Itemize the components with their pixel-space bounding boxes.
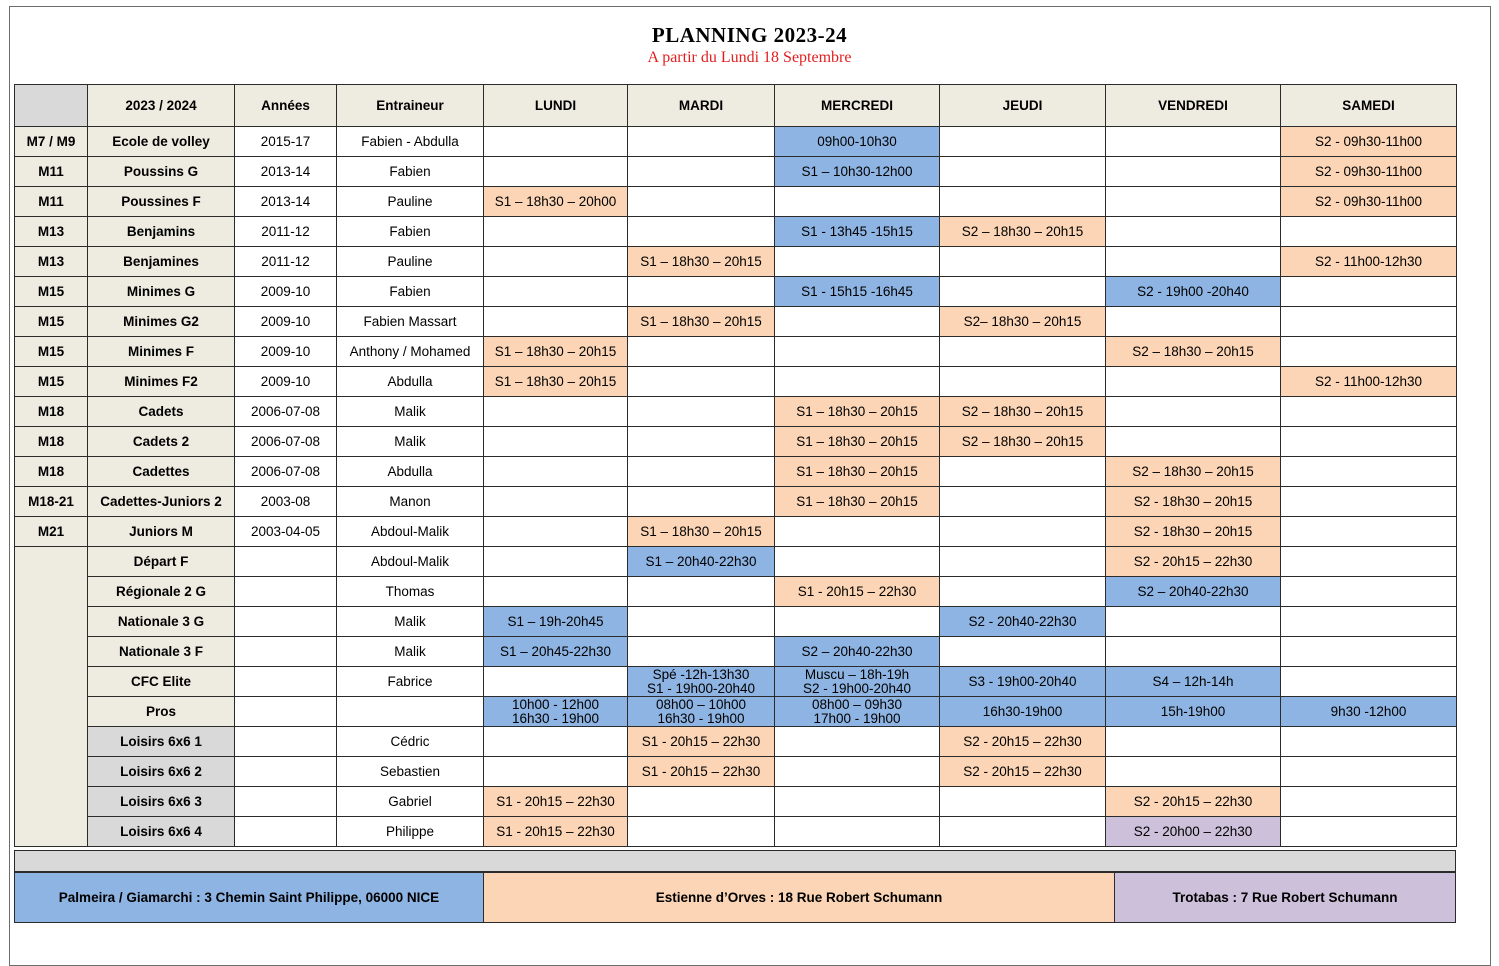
slot-wednesday: S1 – 10h30-12h00 xyxy=(775,157,940,187)
slot-monday xyxy=(484,667,628,697)
team-cell: Loisirs 6x6 1 xyxy=(88,727,235,757)
slot-friday: S2 – 20h40-22h30 xyxy=(1106,577,1281,607)
years-cell: 2009-10 xyxy=(235,367,337,397)
slot-wednesday xyxy=(775,757,940,787)
coach-cell: Sebastien xyxy=(337,757,484,787)
team-cell: Nationale 3 F xyxy=(88,637,235,667)
slot-tuesday xyxy=(628,457,775,487)
table-row xyxy=(15,277,1457,307)
slot-friday: S2 - 19h00 -20h40 xyxy=(1106,277,1281,307)
slot-monday xyxy=(484,217,628,247)
slot-monday xyxy=(484,457,628,487)
slot-tuesday xyxy=(628,157,775,187)
slot-line-2: 16h30 - 19h00 xyxy=(511,710,600,726)
slot-wednesday xyxy=(775,367,940,397)
slot-friday xyxy=(1106,217,1281,247)
slot-monday xyxy=(484,727,628,757)
venue-trotabas: Trotabas : 7 Rue Robert Schumann xyxy=(1115,872,1456,923)
slot-friday xyxy=(1106,187,1281,217)
slot-friday: S2 - 18h30 – 20h15 xyxy=(1106,487,1281,517)
slot-saturday xyxy=(1281,397,1457,427)
slot-saturday xyxy=(1281,667,1457,697)
slot-thursday: S2 - 20h15 – 22h30 xyxy=(940,757,1106,787)
slot-friday xyxy=(1106,157,1281,187)
slot-monday xyxy=(484,157,628,187)
slot-thursday xyxy=(940,637,1106,667)
team-cell: Minimes G2 xyxy=(88,307,235,337)
team-cell: Minimes F2 xyxy=(88,367,235,397)
table-row xyxy=(15,157,1457,187)
years-cell: 2006-07-08 xyxy=(235,457,337,487)
slot-friday: S2 - 18h30 – 20h15 xyxy=(1106,517,1281,547)
table-row xyxy=(15,307,1457,337)
slot-line-1: 08h00 – 09h30 xyxy=(811,696,903,712)
category-cell: M15 xyxy=(15,367,88,397)
slot-wednesday xyxy=(775,817,940,847)
slot-tuesday: S1 – 18h30 – 20h15 xyxy=(628,247,775,277)
slot-friday xyxy=(1106,727,1281,757)
coach-cell: Abdoul-Malik xyxy=(337,547,484,577)
table-row xyxy=(15,367,1457,397)
slot-thursday: 16h30-19h00 xyxy=(940,697,1106,727)
category-cell: M15 xyxy=(15,337,88,367)
slot-wednesday xyxy=(775,727,940,757)
slot-monday xyxy=(484,517,628,547)
slot-friday xyxy=(1106,307,1281,337)
slot-tuesday: S1 - 20h15 – 22h30 xyxy=(628,727,775,757)
slot-monday xyxy=(484,487,628,517)
slot-saturday xyxy=(1281,607,1457,637)
slot-thursday xyxy=(940,487,1106,517)
team-cell: Régionale 2 G xyxy=(88,577,235,607)
slot-wednesday xyxy=(775,607,940,637)
venue-legend xyxy=(14,872,1456,923)
years-cell xyxy=(235,727,337,757)
table-row xyxy=(15,637,1457,667)
slot-monday xyxy=(484,247,628,277)
years-cell xyxy=(235,667,337,697)
team-cell: Départ F xyxy=(88,547,235,577)
team-cell: Cadets 2 xyxy=(88,427,235,457)
slot-friday xyxy=(1106,247,1281,277)
years-cell: 2013-14 xyxy=(235,157,337,187)
slot-monday xyxy=(484,697,628,727)
slot-saturday: 9h30 -12h00 xyxy=(1281,697,1457,727)
slot-wednesday: S1 – 18h30 – 20h15 xyxy=(775,457,940,487)
slot-line-2: 16h30 - 19h00 xyxy=(657,710,745,726)
slot-tuesday xyxy=(628,217,775,247)
slot-tuesday xyxy=(628,577,775,607)
table-row xyxy=(15,817,1457,847)
table-row xyxy=(15,517,1457,547)
category-cell: M11 xyxy=(15,187,88,217)
slot-monday: S1 – 18h30 – 20h15 xyxy=(484,367,628,397)
table-row xyxy=(15,457,1457,487)
coach-cell: Fabien xyxy=(337,217,484,247)
slot-friday xyxy=(1106,127,1281,157)
team-cell: Minimes G xyxy=(88,277,235,307)
slot-thursday xyxy=(940,277,1106,307)
slot-tuesday xyxy=(628,187,775,217)
slot-tuesday xyxy=(628,667,775,697)
coach-cell: Abdulla xyxy=(337,367,484,397)
header-wednesday: MERCREDI xyxy=(775,85,940,127)
slot-thursday: S2 - 20h15 – 22h30 xyxy=(940,727,1106,757)
team-cell: Poussines F xyxy=(88,187,235,217)
schedule-body xyxy=(15,127,1457,847)
slot-friday: S2 – 18h30 – 20h15 xyxy=(1106,457,1281,487)
table-row xyxy=(15,217,1457,247)
slot-saturday: S2 - 11h00-12h30 xyxy=(1281,367,1457,397)
coach-cell: Pauline xyxy=(337,247,484,277)
years-cell xyxy=(235,787,337,817)
slot-saturday xyxy=(1281,787,1457,817)
slot-wednesday xyxy=(775,247,940,277)
slot-saturday: S2 - 09h30-11h00 xyxy=(1281,187,1457,217)
years-cell xyxy=(235,817,337,847)
slot-tuesday xyxy=(628,427,775,457)
slot-tuesday xyxy=(628,607,775,637)
category-cell: M7 / M9 xyxy=(15,127,88,157)
slot-tuesday xyxy=(628,337,775,367)
slot-wednesday xyxy=(775,517,940,547)
header-corner xyxy=(15,85,88,127)
slot-tuesday xyxy=(628,397,775,427)
slot-friday: S2 - 20h15 – 22h30 xyxy=(1106,787,1281,817)
team-cell: CFC Elite xyxy=(88,667,235,697)
table-row xyxy=(15,337,1457,367)
slot-friday xyxy=(1106,367,1281,397)
coach-cell: Malik xyxy=(337,397,484,427)
coach-cell: Fabien xyxy=(337,157,484,187)
slot-wednesday xyxy=(775,187,940,217)
coach-cell: Malik xyxy=(337,427,484,457)
slot-wednesday xyxy=(775,667,940,697)
table-row xyxy=(15,757,1457,787)
slot-wednesday: S1 - 13h45 -15h15 xyxy=(775,217,940,247)
years-cell: 2009-10 xyxy=(235,337,337,367)
years-cell: 2011-12 xyxy=(235,247,337,277)
slot-saturday xyxy=(1281,277,1457,307)
slot-friday: 15h-19h00 xyxy=(1106,697,1281,727)
header-monday: LUNDI xyxy=(484,85,628,127)
slot-wednesday: S2 – 20h40-22h30 xyxy=(775,637,940,667)
team-cell: Juniors M xyxy=(88,517,235,547)
slot-monday: S1 – 20h45-22h30 xyxy=(484,637,628,667)
header-thursday: JEUDI xyxy=(940,85,1106,127)
coach-cell: Anthony / Mohamed xyxy=(337,337,484,367)
slot-friday xyxy=(1106,427,1281,457)
category-cell-empty xyxy=(15,547,88,847)
years-cell: 2009-10 xyxy=(235,307,337,337)
venue-estienne: Estienne d’Orves : 18 Rue Robert Schumann xyxy=(484,872,1115,923)
slot-thursday: S2 – 18h30 – 20h15 xyxy=(940,397,1106,427)
slot-monday xyxy=(484,277,628,307)
slot-friday: S2 - 20h00 – 22h30 xyxy=(1106,817,1281,847)
coach-cell: Gabriel xyxy=(337,787,484,817)
coach-cell: Abdoul-Malik xyxy=(337,517,484,547)
slot-wednesday xyxy=(775,697,940,727)
header-coach: Entraineur xyxy=(337,85,484,127)
slot-saturday xyxy=(1281,217,1457,247)
slot-thursday: S2 - 20h40-22h30 xyxy=(940,607,1106,637)
table-row xyxy=(15,697,1457,727)
slot-friday: S2 – 18h30 – 20h15 xyxy=(1106,337,1281,367)
years-cell: 2006-07-08 xyxy=(235,427,337,457)
slot-thursday: S3 - 19h00-20h40 xyxy=(940,667,1106,697)
slot-tuesday xyxy=(628,487,775,517)
coach-cell: Malik xyxy=(337,637,484,667)
years-cell xyxy=(235,757,337,787)
category-cell: M11 xyxy=(15,157,88,187)
slot-tuesday xyxy=(628,367,775,397)
table-row xyxy=(15,427,1457,457)
slot-tuesday: S1 – 20h40-22h30 xyxy=(628,547,775,577)
slot-monday xyxy=(484,427,628,457)
category-cell: M15 xyxy=(15,277,88,307)
coach-cell: Fabrice xyxy=(337,667,484,697)
slot-tuesday xyxy=(628,787,775,817)
slot-saturday: S2 - 11h00-12h30 xyxy=(1281,247,1457,277)
category-cell: M18 xyxy=(15,397,88,427)
coach-cell: Pauline xyxy=(337,187,484,217)
category-cell: M18-21 xyxy=(15,487,88,517)
slot-thursday xyxy=(940,247,1106,277)
slot-line-1: 10h00 - 12h00 xyxy=(511,696,600,712)
slot-monday: S1 – 18h30 – 20h15 xyxy=(484,337,628,367)
table-row xyxy=(15,547,1457,577)
slot-wednesday xyxy=(775,547,940,577)
category-cell: M13 xyxy=(15,217,88,247)
slot-thursday xyxy=(940,157,1106,187)
slot-line-2: S2 - 19h00-20h40 xyxy=(802,680,912,696)
slot-thursday: S2– 18h30 – 20h15 xyxy=(940,307,1106,337)
slot-monday: S1 - 20h15 – 22h30 xyxy=(484,787,628,817)
table-row xyxy=(15,397,1457,427)
header-years: Années xyxy=(235,85,337,127)
slot-thursday xyxy=(940,577,1106,607)
table-row xyxy=(15,127,1457,157)
slot-wednesday: 09h00-10h30 xyxy=(775,127,940,157)
years-cell: 2009-10 xyxy=(235,277,337,307)
category-cell: M15 xyxy=(15,307,88,337)
slot-saturday xyxy=(1281,757,1457,787)
table-row xyxy=(15,577,1457,607)
team-cell: Nationale 3 G xyxy=(88,607,235,637)
team-cell: Minimes F xyxy=(88,337,235,367)
coach-cell: Malik xyxy=(337,607,484,637)
table-row xyxy=(15,607,1457,637)
team-cell: Loisirs 6x6 3 xyxy=(88,787,235,817)
slot-tuesday xyxy=(628,637,775,667)
slot-monday: S1 - 20h15 – 22h30 xyxy=(484,817,628,847)
coach-cell: Fabien - Abdulla xyxy=(337,127,484,157)
coach-cell xyxy=(337,697,484,727)
team-cell: Cadets xyxy=(88,397,235,427)
slot-saturday xyxy=(1281,427,1457,457)
category-cell: M13 xyxy=(15,247,88,277)
slot-wednesday: S1 – 18h30 – 20h15 xyxy=(775,487,940,517)
slot-saturday xyxy=(1281,817,1457,847)
slot-thursday xyxy=(940,517,1106,547)
team-cell: Cadettes xyxy=(88,457,235,487)
slot-monday xyxy=(484,547,628,577)
slot-wednesday xyxy=(775,307,940,337)
slot-line-1: Spé -12h-13h30 xyxy=(652,666,750,682)
coach-cell: Abdulla xyxy=(337,457,484,487)
slot-friday xyxy=(1106,397,1281,427)
years-cell: 2015-17 xyxy=(235,127,337,157)
slot-line-1: 08h00 – 10h00 xyxy=(655,696,747,712)
slot-saturday xyxy=(1281,577,1457,607)
years-cell xyxy=(235,637,337,667)
venue-palmeira: Palmeira / Giamarchi : 3 Chemin Saint Philippe, 06000 NICE xyxy=(14,872,484,923)
slot-monday xyxy=(484,757,628,787)
slot-friday xyxy=(1106,637,1281,667)
header-saturday: SAMEDI xyxy=(1281,85,1457,127)
schedule-table xyxy=(14,84,1457,847)
slot-saturday xyxy=(1281,547,1457,577)
table-row xyxy=(15,247,1457,277)
slot-thursday xyxy=(940,367,1106,397)
slot-friday: S2 - 20h15 – 22h30 xyxy=(1106,547,1281,577)
coach-cell: Fabien Massart xyxy=(337,307,484,337)
slot-line-2: 17h00 - 19h00 xyxy=(813,710,901,726)
team-cell: Pros xyxy=(88,697,235,727)
slot-saturday: S2 - 09h30-11h00 xyxy=(1281,157,1457,187)
coach-cell: Manon xyxy=(337,487,484,517)
slot-thursday xyxy=(940,127,1106,157)
slot-thursday xyxy=(940,187,1106,217)
team-cell: Ecole de volley xyxy=(88,127,235,157)
slot-wednesday xyxy=(775,337,940,367)
slot-tuesday xyxy=(628,277,775,307)
header-tuesday: MARDI xyxy=(628,85,775,127)
slot-tuesday xyxy=(628,697,775,727)
team-cell: Loisirs 6x6 2 xyxy=(88,757,235,787)
slot-thursday: S2 – 18h30 – 20h15 xyxy=(940,427,1106,457)
slot-wednesday: S1 - 20h15 – 22h30 xyxy=(775,577,940,607)
years-cell xyxy=(235,607,337,637)
slot-saturday xyxy=(1281,337,1457,367)
years-cell xyxy=(235,547,337,577)
slot-thursday xyxy=(940,337,1106,367)
slot-saturday xyxy=(1281,487,1457,517)
slot-line-1: Muscu – 18h-19h xyxy=(804,666,910,682)
years-cell: 2011-12 xyxy=(235,217,337,247)
coach-cell: Philippe xyxy=(337,817,484,847)
category-cell: M18 xyxy=(15,427,88,457)
slot-wednesday xyxy=(775,787,940,817)
team-cell: Loisirs 6x6 4 xyxy=(88,817,235,847)
category-cell: M18 xyxy=(15,457,88,487)
title-block xyxy=(0,22,1499,68)
table-row xyxy=(15,487,1457,517)
table-row xyxy=(15,727,1457,757)
category-cell: M21 xyxy=(15,517,88,547)
slot-saturday xyxy=(1281,727,1457,757)
slot-tuesday xyxy=(628,817,775,847)
slot-saturday xyxy=(1281,517,1457,547)
slot-thursday xyxy=(940,817,1106,847)
years-cell xyxy=(235,697,337,727)
slot-tuesday: S1 – 18h30 – 20h15 xyxy=(628,307,775,337)
slot-monday xyxy=(484,577,628,607)
slot-monday xyxy=(484,307,628,337)
table-row xyxy=(15,787,1457,817)
slot-thursday xyxy=(940,457,1106,487)
years-cell: 2003-08 xyxy=(235,487,337,517)
years-cell: 2003-04-05 xyxy=(235,517,337,547)
team-cell: Poussins G xyxy=(88,157,235,187)
slot-tuesday: S1 - 20h15 – 22h30 xyxy=(628,757,775,787)
header-season: 2023 / 2024 xyxy=(88,85,235,127)
table-row xyxy=(15,667,1457,697)
page-subtitle: A partir du Lundi 18 Septembre xyxy=(647,49,852,66)
slot-saturday xyxy=(1281,307,1457,337)
slot-tuesday: S1 – 18h30 – 20h15 xyxy=(628,517,775,547)
slot-thursday xyxy=(940,547,1106,577)
coach-cell: Cédric xyxy=(337,727,484,757)
slot-line-2: S1 - 19h00-20h40 xyxy=(646,680,756,696)
slot-wednesday: S1 – 18h30 – 20h15 xyxy=(775,427,940,457)
slot-thursday: S2 – 18h30 – 20h15 xyxy=(940,217,1106,247)
team-cell: Benjamines xyxy=(88,247,235,277)
years-cell: 2013-14 xyxy=(235,187,337,217)
header-row xyxy=(15,85,1457,127)
slot-wednesday: S1 - 15h15 -16h45 xyxy=(775,277,940,307)
team-cell: Cadettes-Juniors 2 xyxy=(88,487,235,517)
slot-monday xyxy=(484,397,628,427)
slot-friday xyxy=(1106,607,1281,637)
slot-friday xyxy=(1106,757,1281,787)
coach-cell: Fabien xyxy=(337,277,484,307)
slot-wednesday: S1 – 18h30 – 20h15 xyxy=(775,397,940,427)
header-friday: VENDREDI xyxy=(1106,85,1281,127)
team-cell: Benjamins xyxy=(88,217,235,247)
slot-monday: S1 – 19h-20h45 xyxy=(484,607,628,637)
slot-friday: S4 – 12h-14h xyxy=(1106,667,1281,697)
page-title: PLANNING 2023-24 xyxy=(651,23,848,47)
slot-saturday xyxy=(1281,637,1457,667)
slot-saturday xyxy=(1281,457,1457,487)
table-row xyxy=(15,187,1457,217)
slot-tuesday xyxy=(628,127,775,157)
slot-monday xyxy=(484,127,628,157)
years-cell: 2006-07-08 xyxy=(235,397,337,427)
separator-bar xyxy=(14,850,1456,872)
slot-saturday: S2 - 09h30-11h00 xyxy=(1281,127,1457,157)
years-cell xyxy=(235,577,337,607)
slot-monday: S1 – 18h30 – 20h00 xyxy=(484,187,628,217)
slot-thursday xyxy=(940,787,1106,817)
coach-cell: Thomas xyxy=(337,577,484,607)
